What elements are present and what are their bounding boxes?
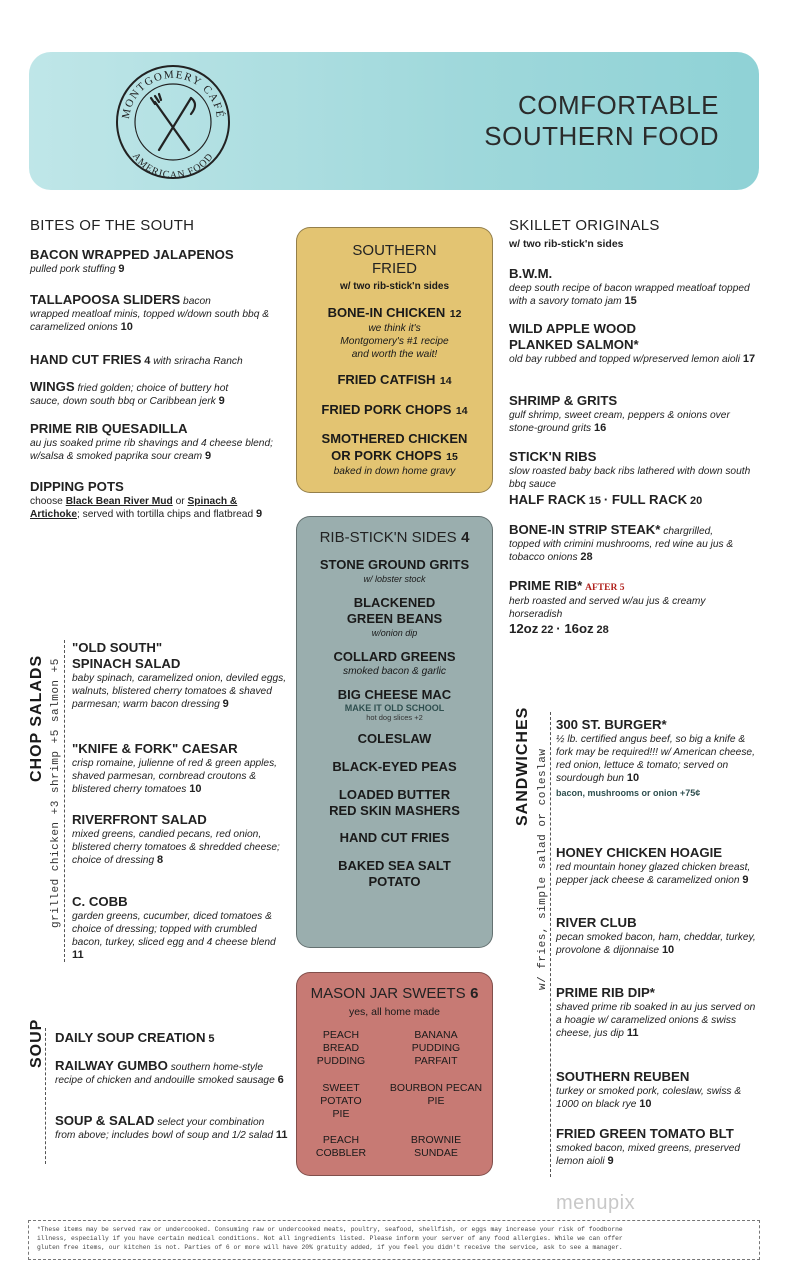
dotted-divider xyxy=(64,640,65,962)
menu-item xyxy=(72,741,287,796)
item-name: SOUP & SALAD xyxy=(55,1113,155,1128)
item-extra: hot dog slices +2 xyxy=(366,713,423,722)
sweet-item xyxy=(385,1134,487,1160)
item-name: B.W.M. xyxy=(509,266,553,281)
item-name: FRIED PORK CHOPS xyxy=(321,402,452,417)
item-name: RAILWAY GUMBO xyxy=(55,1058,168,1073)
full-rack-price: 20 xyxy=(689,495,703,507)
menu-item xyxy=(509,578,759,637)
item-desc: herb roasted and served w/au jus & creamy horseradish xyxy=(509,596,706,620)
item-price: 16 xyxy=(593,422,607,434)
item-desc: baked in down home gravy xyxy=(333,466,456,477)
sweet-line: BANANA xyxy=(414,1029,458,1041)
item-price: 5 xyxy=(208,1033,215,1045)
item-price: 9 xyxy=(255,508,263,520)
dip-option-1: Black Bean River Mud xyxy=(65,496,173,507)
item-name: BACON WRAPPED JALAPENOS xyxy=(30,247,234,262)
item-price: 17 xyxy=(742,353,756,365)
item-price: 8 xyxy=(156,854,164,866)
item-name: HAND CUT FRIES xyxy=(30,352,142,367)
item-name: WILD APPLE WOOD xyxy=(509,321,636,336)
half-rack-label: HALF RACK xyxy=(509,492,586,507)
menu-item xyxy=(72,812,282,867)
item-name: RIVER CLUB xyxy=(556,915,637,930)
menu-item xyxy=(509,522,764,564)
southern-fried-box xyxy=(296,227,493,493)
item-price: 4 xyxy=(144,355,151,367)
item-desc: garden greens, cucumber, diced tomatoes & choice of dressing; topped with crumbled bacon, turkey, sliced egg and 4 cheese blend xyxy=(72,911,276,948)
sweet-line: BREAD xyxy=(322,1042,360,1054)
chop-salads-addons: grilled chicken +3 shrimp +5 salmon +5 xyxy=(50,658,62,928)
after-5-badge: AFTER 5 xyxy=(585,583,625,593)
item-desc: red mountain honey glazed chicken breast, pepper jack cheese & caramelized onion xyxy=(556,862,751,886)
menu-item xyxy=(297,431,492,478)
disclaimer-line: gluten free items, our kitchen is not. Parties of 6 or more will have 20% gratuity added, if you feel you didn't receive the service, ask to see a manager. xyxy=(37,1244,623,1251)
size-label: 16oz xyxy=(564,621,594,636)
item-price: 14 xyxy=(439,375,452,387)
sides-price: 4 xyxy=(461,529,470,546)
half-rack-price: 15 xyxy=(588,495,602,507)
chop-salads-title: CHOP SALADS xyxy=(28,654,45,782)
item-price: 9 xyxy=(222,698,229,710)
item-name: PRIME RIB QUESADILLA xyxy=(30,421,188,436)
item-name: PLANKED SALMON* xyxy=(509,337,639,352)
dip-option-2: Spinach & Artichoke xyxy=(30,496,238,520)
menu-item xyxy=(509,321,759,366)
bites-title: BITES OF THE SOUTH xyxy=(30,217,195,234)
item-desc: w/onion dip xyxy=(371,628,418,638)
item-name: BONE-IN STRIP STEAK* xyxy=(509,522,661,537)
size-price: 22 xyxy=(541,624,554,636)
item-name: BIG CHEESE MAC xyxy=(337,687,452,702)
item-desc: smoked bacon & garlic xyxy=(342,666,447,677)
disclaimer-footer xyxy=(28,1220,760,1260)
menu-item xyxy=(297,304,492,361)
item-desc: baby spinach, caramelized onion, deviled eggs, walnuts, blistered cherry tomatoes & shaved parmesan; warm bacon dressing xyxy=(72,673,287,710)
item-price: 15 xyxy=(446,451,458,463)
sweet-item xyxy=(385,1029,487,1068)
header-banner xyxy=(29,52,759,190)
logo-top-text: MONTGOMERY CAFÉ xyxy=(119,68,226,120)
sweet-line: PUDDING xyxy=(316,1055,366,1067)
item-desc: and worth the wait! xyxy=(351,349,438,360)
menu-item xyxy=(55,1030,285,1046)
sweets-title: MASON JAR SWEETS xyxy=(310,985,466,1002)
item-name: SPINACH SALAD xyxy=(72,656,181,671)
item-desc-inline: select your combination xyxy=(157,1117,265,1128)
sweet-line: PIE xyxy=(427,1095,445,1107)
item-name: HAND CUT FRIES xyxy=(339,830,450,845)
cafe-logo xyxy=(109,58,237,186)
item-desc: we think it's xyxy=(368,323,421,334)
dotted-divider xyxy=(550,712,551,1177)
item-name: PRIME RIB DIP* xyxy=(556,985,655,1000)
item-desc: mixed greens, candied pecans, red onion, blistered cherry tomatoes & shredded cheese; choice of dressing xyxy=(72,829,280,866)
menu-item xyxy=(556,915,756,957)
item-price: 9 xyxy=(742,874,749,886)
item-name: WINGS xyxy=(30,379,75,394)
item-name: BONE-IN CHICKEN xyxy=(327,305,446,320)
sweet-line: BOURBON PECAN xyxy=(389,1082,483,1094)
skillet-title: SKILLET ORIGINALS xyxy=(509,217,660,234)
menu-item xyxy=(297,371,492,389)
tagline xyxy=(484,90,719,152)
menu-item xyxy=(556,1126,756,1168)
item-desc: shaved prime rib soaked in au jus served on a hoagie w/ caramelized onions & swiss cheese, jus dip xyxy=(556,1002,756,1039)
item-name: SOUTHERN REUBEN xyxy=(556,1069,690,1084)
item-name: FRIED CATFISH xyxy=(337,372,436,387)
dotted-divider xyxy=(45,1028,46,1164)
item-desc-pre: choose xyxy=(30,496,63,507)
sweets-subtitle: yes, all home made xyxy=(348,1006,441,1018)
item-desc: deep south recipe of bacon wrapped meatloaf topped with a savory tomato jam xyxy=(509,283,750,307)
item-name: DIPPING POTS xyxy=(30,479,124,494)
item-name: TALLAPOOSA SLIDERS xyxy=(30,292,181,307)
item-name: RED SKIN MASHERS xyxy=(329,803,460,818)
item-price: 12 xyxy=(449,308,462,320)
menu-item xyxy=(509,393,759,435)
sweet-item xyxy=(300,1134,382,1160)
item-desc-inline: bacon xyxy=(183,296,211,307)
rack-options: HALF RACK 15 · FULL RACK 20 xyxy=(509,492,703,507)
menu-item xyxy=(556,717,756,800)
item-desc: ; served with tortilla chips and flatbread xyxy=(77,509,254,520)
item-price: 9 xyxy=(607,1155,614,1167)
item-desc: from above; includes bowl of soup and 1/2 salad xyxy=(55,1130,274,1141)
item-desc-inline: chargrilled, xyxy=(663,526,714,537)
full-rack-label: FULL RACK xyxy=(611,492,688,507)
menu-item xyxy=(30,352,280,368)
menu-item xyxy=(55,1113,290,1142)
item-price: 9 xyxy=(204,450,212,462)
item-desc: Montgomery's #1 recipe xyxy=(340,336,449,347)
item-desc: slow roasted baby back ribs lathered with down south bbq sauce xyxy=(509,466,751,490)
item-desc: with sriracha Ranch xyxy=(153,356,243,367)
item-name: COLLARD GREENS xyxy=(333,649,456,664)
menu-item xyxy=(509,449,759,508)
item-desc: au jus soaked prime rib shavings and 4 cheese blend; w/salsa & smoked paprika sour cream xyxy=(30,438,273,462)
item-desc: gulf shrimp, sweet cream, peppers & onions over stone-ground grits xyxy=(509,410,730,434)
size-label: 12oz xyxy=(509,621,539,636)
item-name: POTATO xyxy=(368,874,421,889)
sandwiches-title: SANDWICHES xyxy=(514,706,531,826)
sides-heading xyxy=(297,529,492,547)
item-name: 300 ST. BURGER* xyxy=(556,717,667,732)
item-name: C. COBB xyxy=(72,894,128,909)
item-price: 11 xyxy=(72,949,84,961)
item-desc: pulled pork stuffing xyxy=(30,264,116,275)
item-desc: crisp romaine, julienne of red & green apples, shaved parmesan, cornbread croutons & blistered cherry tomatoes xyxy=(72,758,277,795)
soup-title: SOUP xyxy=(28,1018,45,1068)
fork-knife-icon xyxy=(151,94,195,150)
sides-box xyxy=(296,516,493,948)
item-name: OR PORK CHOPS xyxy=(331,448,442,463)
item-name: STICK'N RIBS xyxy=(509,449,597,464)
item-desc: old bay rubbed and topped w/preserved lemon aioli xyxy=(509,354,741,365)
side-item xyxy=(297,687,492,722)
item-price: 9 xyxy=(118,263,125,275)
item-name: FRIED GREEN TOMATO BLT xyxy=(556,1126,734,1141)
sweet-line: BROWNIE xyxy=(410,1134,462,1146)
item-desc: recipe of chicken and andouille smoked sausage xyxy=(55,1075,275,1086)
item-desc: sauce, down south bbq or Caribbean jerk xyxy=(30,396,216,407)
item-price: 28 xyxy=(580,551,593,563)
item-price: 9 xyxy=(218,395,225,407)
sweet-line: PIE xyxy=(332,1108,350,1120)
menu-item xyxy=(30,292,275,334)
fried-subtitle: w/ two rib-stick'n sides xyxy=(339,281,450,292)
menu-item xyxy=(30,421,280,463)
item-name: GREEN BEANS xyxy=(346,611,443,626)
side-item xyxy=(297,731,492,747)
item-name: SMOTHERED CHICKEN xyxy=(321,431,468,446)
disclaimer-line: illness, especially if you have certain medical conditions. Not all ingredients listed. Please inform your server of any food allergies. While we can offer xyxy=(37,1235,623,1242)
side-item xyxy=(297,787,492,819)
prime-rib-sizes: 12oz 22 · 16oz 28 xyxy=(509,621,609,636)
item-price: 6 xyxy=(277,1074,284,1086)
item-desc-inline: southern home-style xyxy=(170,1062,263,1073)
item-price: 10 xyxy=(189,783,202,795)
item-extra: MAKE IT OLD SCHOOL xyxy=(344,703,445,713)
item-name: STONE GROUND GRITS xyxy=(319,557,470,572)
fried-title-line2: FRIED xyxy=(372,260,417,277)
item-desc: w/ lobster stock xyxy=(363,574,426,584)
sweet-line: COBBLER xyxy=(315,1147,367,1159)
tagline-line2: SOUTHERN FOOD xyxy=(484,121,719,151)
menu-item xyxy=(556,1069,756,1111)
item-price: 10 xyxy=(626,772,640,784)
item-name: PRIME RIB* xyxy=(509,578,583,593)
item-name: BLACK-EYED PEAS xyxy=(332,759,457,774)
item-price: 14 xyxy=(455,405,468,417)
sweet-item xyxy=(385,1082,487,1108)
item-name: RIVERFRONT SALAD xyxy=(72,812,207,827)
menu-item xyxy=(556,845,756,887)
sweet-line: PARFAIT xyxy=(414,1055,458,1067)
fried-title-line1: SOUTHERN xyxy=(352,242,437,259)
item-name: LOADED BUTTER xyxy=(338,787,451,802)
side-item xyxy=(297,830,492,846)
item-name: SHRIMP & GRITS xyxy=(509,393,618,408)
side-item xyxy=(297,595,492,640)
logo-bottom-text: AMERICAN FOOD xyxy=(129,151,217,182)
item-price: 11 xyxy=(275,1129,288,1141)
item-name: BLACKENED xyxy=(353,595,436,610)
item-extra: bacon, mushrooms or onion +75¢ xyxy=(556,788,701,798)
item-desc-or: or xyxy=(175,496,185,507)
svg-text:AMERICAN FOOD xyxy=(130,151,216,181)
item-desc: ½ lb. certified angus beef, so big a knife & fork may be required!!! w/ American cheese, red onion, lettuce & tomato; served on sourdough bun xyxy=(556,734,755,784)
item-price: 10 xyxy=(120,321,133,333)
sweet-item xyxy=(300,1029,382,1068)
item-desc: wrapped meatloaf minis, topped w/down south bbq & caramelized onions xyxy=(30,309,269,333)
menu-item xyxy=(72,894,287,962)
menu-item xyxy=(30,247,280,276)
sides-title: RIB-STICK'N SIDES xyxy=(319,529,457,546)
item-desc: pecan smoked bacon, ham, cheddar, turkey, provolone & dijonnaise xyxy=(556,932,756,956)
sweet-line: SWEET xyxy=(322,1082,360,1094)
item-desc: topped with crimini mushrooms, red wine au jus & tobacco onions xyxy=(509,539,734,563)
item-name: HONEY CHICKEN HOAGIE xyxy=(556,845,723,860)
sweet-line: POTATO xyxy=(320,1095,362,1107)
sweet-line: PUDDING xyxy=(411,1042,461,1054)
item-desc: smoked bacon, mixed greens, preserved lemon aioli xyxy=(556,1143,741,1167)
menu-item xyxy=(72,640,287,711)
menu-item xyxy=(556,985,756,1040)
sweets-heading xyxy=(297,985,492,1003)
item-price: 11 xyxy=(626,1027,639,1039)
size-price: 28 xyxy=(596,624,609,636)
item-name: "KNIFE & FORK" CAESAR xyxy=(72,741,238,756)
menu-item xyxy=(509,266,759,308)
item-name: "OLD SOUTH" xyxy=(72,640,163,655)
item-price: 10 xyxy=(661,944,675,956)
item-name: DAILY SOUP CREATION xyxy=(55,1030,206,1045)
item-desc-inline: fried golden; choice of buttery hot xyxy=(77,383,229,394)
side-item xyxy=(297,759,492,775)
item-desc: turkey or smoked pork, coleslaw, swiss & 1000 on black rye xyxy=(556,1086,742,1110)
menu-item xyxy=(30,479,275,521)
sandwiches-sides: w/ fries, simple salad or coleslaw xyxy=(537,748,549,990)
sweet-item xyxy=(300,1082,382,1121)
sweet-line: PEACH xyxy=(322,1029,360,1041)
side-item xyxy=(297,858,492,890)
menu-item xyxy=(297,401,492,419)
sweet-line: PEACH xyxy=(322,1134,360,1146)
menu-item xyxy=(55,1058,290,1087)
disclaimer-line: *These items may be served raw or undercooked. Consuming raw or undercooked meats, poultry, seafood, shellfish, or eggs may increase your risk of foodborne xyxy=(37,1226,623,1233)
menupix-watermark: menupix xyxy=(556,1192,636,1214)
side-item xyxy=(297,649,492,678)
skillet-subtitle: w/ two rib-stick'n sides xyxy=(509,238,624,250)
menu-item xyxy=(30,379,275,408)
item-price: 10 xyxy=(639,1098,652,1110)
item-price: 15 xyxy=(624,295,637,307)
sweets-price: 6 xyxy=(470,985,479,1002)
item-name: COLESLAW xyxy=(357,731,432,746)
sweet-line: SUNDAE xyxy=(414,1147,458,1159)
side-item xyxy=(297,557,492,586)
tagline-line1: COMFORTABLE xyxy=(517,90,719,120)
item-name: BAKED SEA SALT xyxy=(338,858,451,873)
